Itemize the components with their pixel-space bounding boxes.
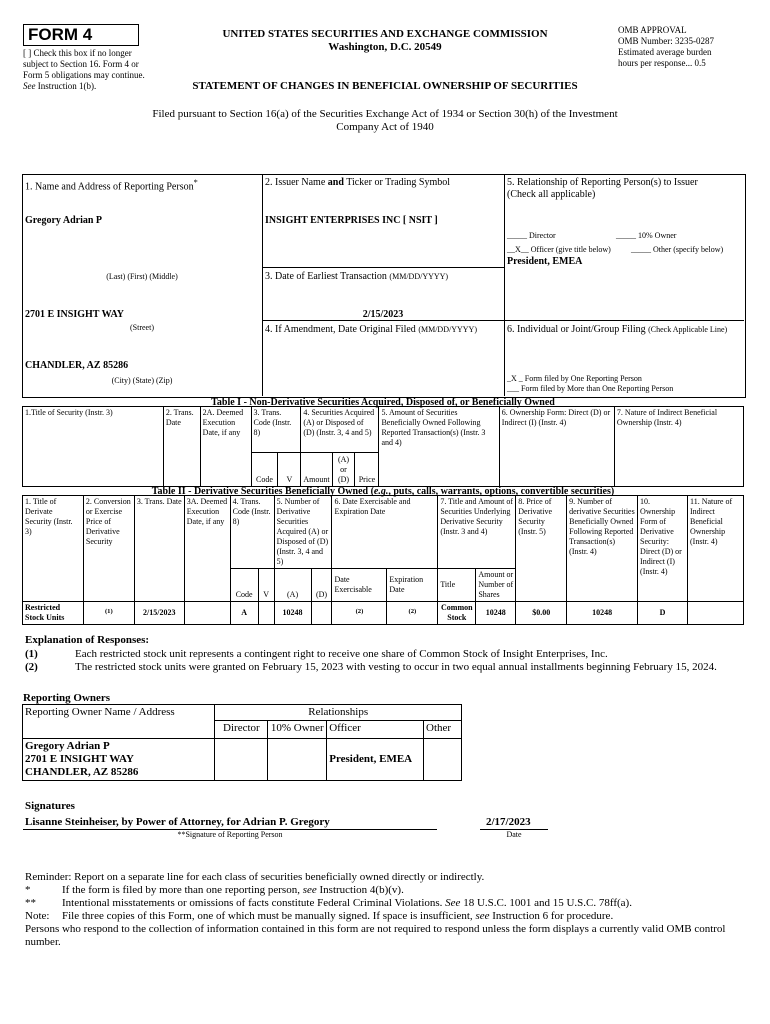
owners-col-relationships: Relationships bbox=[215, 705, 462, 721]
t2-price: $0.00 bbox=[516, 602, 567, 625]
agency-name: UNITED STATES SECURITIES AND EXCHANGE COMMISSION Washington, D.C. 20549 bbox=[222, 28, 548, 53]
reporting-city: CHANDLER, AZ 85286 bbox=[25, 360, 129, 371]
t2-col-conversion: 2. Conversion or Exercise Price of Derivative Security bbox=[83, 496, 134, 602]
no-longer-subject-note: [ ] Check this box if no longer subject to Section 16. Form 4 or Form 5 obligations may continue. See Instruction 1(b). bbox=[23, 48, 145, 91]
explanation-item-2: (2) The restricted stock units were granted on February 15, 2023 with vesting to occur in two equal annual installments beginning February 15, 2024. bbox=[25, 661, 717, 673]
t2-sub-expiration: Expiration Date bbox=[387, 569, 438, 602]
t2-exercisable: (2) bbox=[332, 602, 387, 625]
t2-col-price: 8. Price of Derivative Security (Instr. 5) bbox=[516, 496, 567, 602]
double-star-note: ** Intentional misstatements or omissions of facts constitute Federal Criminal Violations. See 18 U.S.C. 1001 and 15 U.S.C. 78ff(a). bbox=[25, 897, 632, 909]
reporting-person-name: Gregory Adrian P bbox=[25, 215, 103, 226]
box5-label: 5. Relationship of Reporting Person(s) to Issuer (Check all applicable) bbox=[507, 177, 698, 200]
t1-sub-price: Price bbox=[355, 453, 379, 487]
t2-deemed bbox=[184, 602, 230, 625]
city-caption: (City) (State) (Zip) bbox=[111, 376, 173, 385]
t1-col-amount: 5. Amount of Securities Beneficially Owned Following Reported Transaction(s) (Instr. 3 and 4) bbox=[379, 407, 499, 487]
owner-director bbox=[215, 739, 268, 781]
t1-sub-amount: Amount bbox=[301, 453, 332, 487]
ten-percent-owner-line: _____ 10% Owner bbox=[616, 231, 677, 240]
table1-title: Table I - Non-Derivative Securities Acquired, Disposed of, or Beneficially Owned bbox=[211, 397, 555, 408]
owners-col-officer: Officer bbox=[327, 721, 424, 739]
explanation-heading: Explanation of Responses: bbox=[25, 634, 150, 646]
t1-col-date: 2. Trans. Date bbox=[163, 407, 200, 487]
date-caption: Date bbox=[506, 830, 522, 839]
officer-title: President, EMEA bbox=[507, 256, 583, 267]
t1-col-ownership: 6. Ownership Form: Direct (D) or Indirect (I) (Instr. 4) bbox=[499, 407, 614, 487]
t2-underlying-title: Common Stock bbox=[438, 602, 476, 625]
t2-col-exercisable: 6. Date Exercisable and Expiration Date bbox=[332, 496, 438, 569]
owners-col-ten-percent: 10% Owner bbox=[268, 721, 327, 739]
owners-col-other: Other bbox=[424, 721, 462, 739]
owner-officer: President, EMEA bbox=[327, 739, 424, 781]
t2-date: 2/15/2023 bbox=[134, 602, 184, 625]
owners-col-name: Reporting Owner Name / Address bbox=[23, 705, 215, 739]
omb-control-note: Persons who respond to the collection of information contained in this form are not required to respond unless the form displays a currently valid OMB control number. bbox=[25, 923, 726, 948]
t2-col-number: 5. Number of Derivative Securities Acquired (A) or Disposed of (D) (Instr. 3, 4 and 5) bbox=[274, 496, 332, 569]
name-caption: (Last) (First) (Middle) bbox=[106, 272, 178, 281]
reporting-owners-table bbox=[22, 704, 462, 781]
t2-conversion: (1) bbox=[83, 602, 134, 625]
table-row bbox=[23, 602, 744, 625]
earliest-transaction-date: 2/15/2023 bbox=[362, 309, 404, 320]
t2-v bbox=[258, 602, 274, 625]
table1 bbox=[22, 406, 744, 487]
signatures-heading: Signatures bbox=[25, 800, 75, 812]
signature-caption: **Signature of Reporting Person bbox=[177, 830, 283, 839]
t2-sub-a: (A) bbox=[274, 569, 311, 602]
box2-label: 2. Issuer Name and Ticker or Trading Symbol bbox=[265, 177, 451, 188]
t1-col-code: 3. Trans. Code (Instr. 8) bbox=[251, 407, 301, 453]
box4-label: 4. If Amendment, Date Original Filed (MM/DD/YYYY) bbox=[265, 324, 477, 335]
t1-sub-v: V bbox=[278, 453, 301, 487]
signature-date: 2/17/2023 bbox=[486, 816, 531, 828]
t2-sub-title: Title bbox=[438, 569, 476, 602]
owner-ten-percent bbox=[268, 739, 327, 781]
t1-sub-code: Code bbox=[251, 453, 278, 487]
more-person-filing: ___ Form filed by More than One Reporting Person bbox=[507, 384, 674, 393]
t1-sub-a-or-d: (A) or (D) bbox=[332, 453, 355, 487]
copies-note: Note: File three copies of this Form, one of which must be manually signed. If space is insufficient, see Instruction 6 for procedure. bbox=[25, 910, 614, 922]
issuer-name: INSIGHT ENTERPRISES INC [ NSIT ] bbox=[265, 215, 438, 226]
officer-line: __X__ Officer (give title below) bbox=[507, 245, 611, 254]
star-note: * If the form is filed by more than one reporting person, see Instruction 4(b)(v). bbox=[25, 884, 404, 896]
t2-sub-date-exercisable: Date Exercisable bbox=[332, 569, 387, 602]
t1-col-acquired: 4. Securities Acquired (A) or Disposed of (D) (Instr. 3, 4 and 5) bbox=[301, 407, 379, 453]
omb-approval: OMB APPROVAL OMB Number: 3235-0287 Estimated average burden hours per response... 0.5 bbox=[618, 25, 714, 68]
t2-col-underlying: 7. Title and Amount of Securities Underlying Derivative Security (Instr. 3 and 4) bbox=[438, 496, 516, 569]
t2-sub-amount: Amount or Number of Shares bbox=[476, 569, 516, 602]
t1-col-deemed: 2A. Deemed Execution Date, if any bbox=[200, 407, 251, 487]
owners-col-director: Director bbox=[215, 721, 268, 739]
t2-sub-v: V bbox=[258, 569, 274, 602]
t2-col-date: 3. Trans. Date bbox=[134, 496, 184, 602]
table2-title: Table II - Derivative Securities Beneficially Owned (e.g., puts, calls, warrants, options, convertible securities) bbox=[151, 486, 615, 497]
other-line: _____ Other (specify below) bbox=[631, 245, 724, 254]
filed-pursuant-note: Filed pursuant to Section 16(a) of the Securities Exchange Act of 1934 or Section 30(h) of the Investment Company Act of 1940 bbox=[152, 108, 618, 133]
director-line: _____ Director bbox=[507, 231, 556, 240]
table2 bbox=[22, 495, 744, 625]
reporting-info-block bbox=[22, 174, 746, 398]
t2-shares: 10248 bbox=[476, 602, 516, 625]
reminder-note: Reminder: Report on a separate line for each class of securities beneficially owned directly or indirectly. bbox=[25, 871, 485, 883]
one-person-filing: _X _ Form filed by One Reporting Person bbox=[507, 374, 642, 383]
reporting-owners-heading: Reporting Owners bbox=[23, 692, 111, 704]
t2-owned: 10248 bbox=[567, 602, 638, 625]
t2-security: Restricted Stock Units bbox=[23, 602, 84, 625]
table-row bbox=[23, 739, 462, 781]
t2-expiration: (2) bbox=[387, 602, 438, 625]
t2-col-deemed: 3A. Deemed Execution Date, if any bbox=[184, 496, 230, 602]
box1-label: 1. Name and Address of Reporting Person* bbox=[25, 178, 198, 193]
t2-col-title: 1. Title of Derivate Security (Instr. 3) bbox=[23, 496, 84, 602]
t1-col-nature: 7. Nature of Indirect Beneficial Ownership (Instr. 4) bbox=[614, 407, 743, 487]
t2-form: D bbox=[638, 602, 688, 625]
box6-label: 6. Individual or Joint/Group Filing (Check Applicable Line) bbox=[507, 324, 728, 335]
owner-address: Gregory Adrian P 2701 E INSIGHT WAY CHANDLER, AZ 85286 bbox=[23, 739, 215, 781]
box3-label: 3. Date of Earliest Transaction (MM/DD/YYYY) bbox=[265, 271, 449, 282]
t2-sub-d: (D) bbox=[311, 569, 332, 602]
t2-amount-a: 10248 bbox=[274, 602, 311, 625]
owner-other bbox=[424, 739, 462, 781]
t1-col-title: 1.Title of Security (Instr. 3) bbox=[23, 407, 164, 487]
t2-amount-d bbox=[311, 602, 332, 625]
t2-col-nature: 11. Nature of Indirect Beneficial Ownership (Instr. 4) bbox=[687, 496, 743, 602]
t2-sub-code: Code bbox=[230, 569, 258, 602]
signer-name: Lisanne Steinheiser, by Power of Attorney, for Adrian P. Gregory bbox=[25, 816, 330, 828]
statement-title: STATEMENT OF CHANGES IN BENEFICIAL OWNERSHIP OF SECURITIES bbox=[192, 80, 578, 92]
street-caption: (Street) bbox=[130, 323, 154, 332]
t2-col-owned: 9. Number of derivative Securities Beneficially Owned Following Reported Transaction(s) (Instr. 4) bbox=[567, 496, 638, 602]
reporting-street: 2701 E INSIGHT WAY bbox=[25, 309, 125, 320]
t2-nature bbox=[687, 602, 743, 625]
t2-col-code: 4. Trans. Code (Instr. 8) bbox=[230, 496, 274, 569]
t2-col-form: 10. Ownership Form of Derivative Security: Direct (D) or Indirect (I) (Instr. 4) bbox=[638, 496, 688, 602]
explanation-item-1: (1) Each restricted stock unit represents a contingent right to receive one share of Common Stock of Insight Enterprises, Inc. bbox=[25, 648, 608, 660]
t2-code: A bbox=[230, 602, 258, 625]
form-title: FORM 4 bbox=[23, 24, 139, 46]
